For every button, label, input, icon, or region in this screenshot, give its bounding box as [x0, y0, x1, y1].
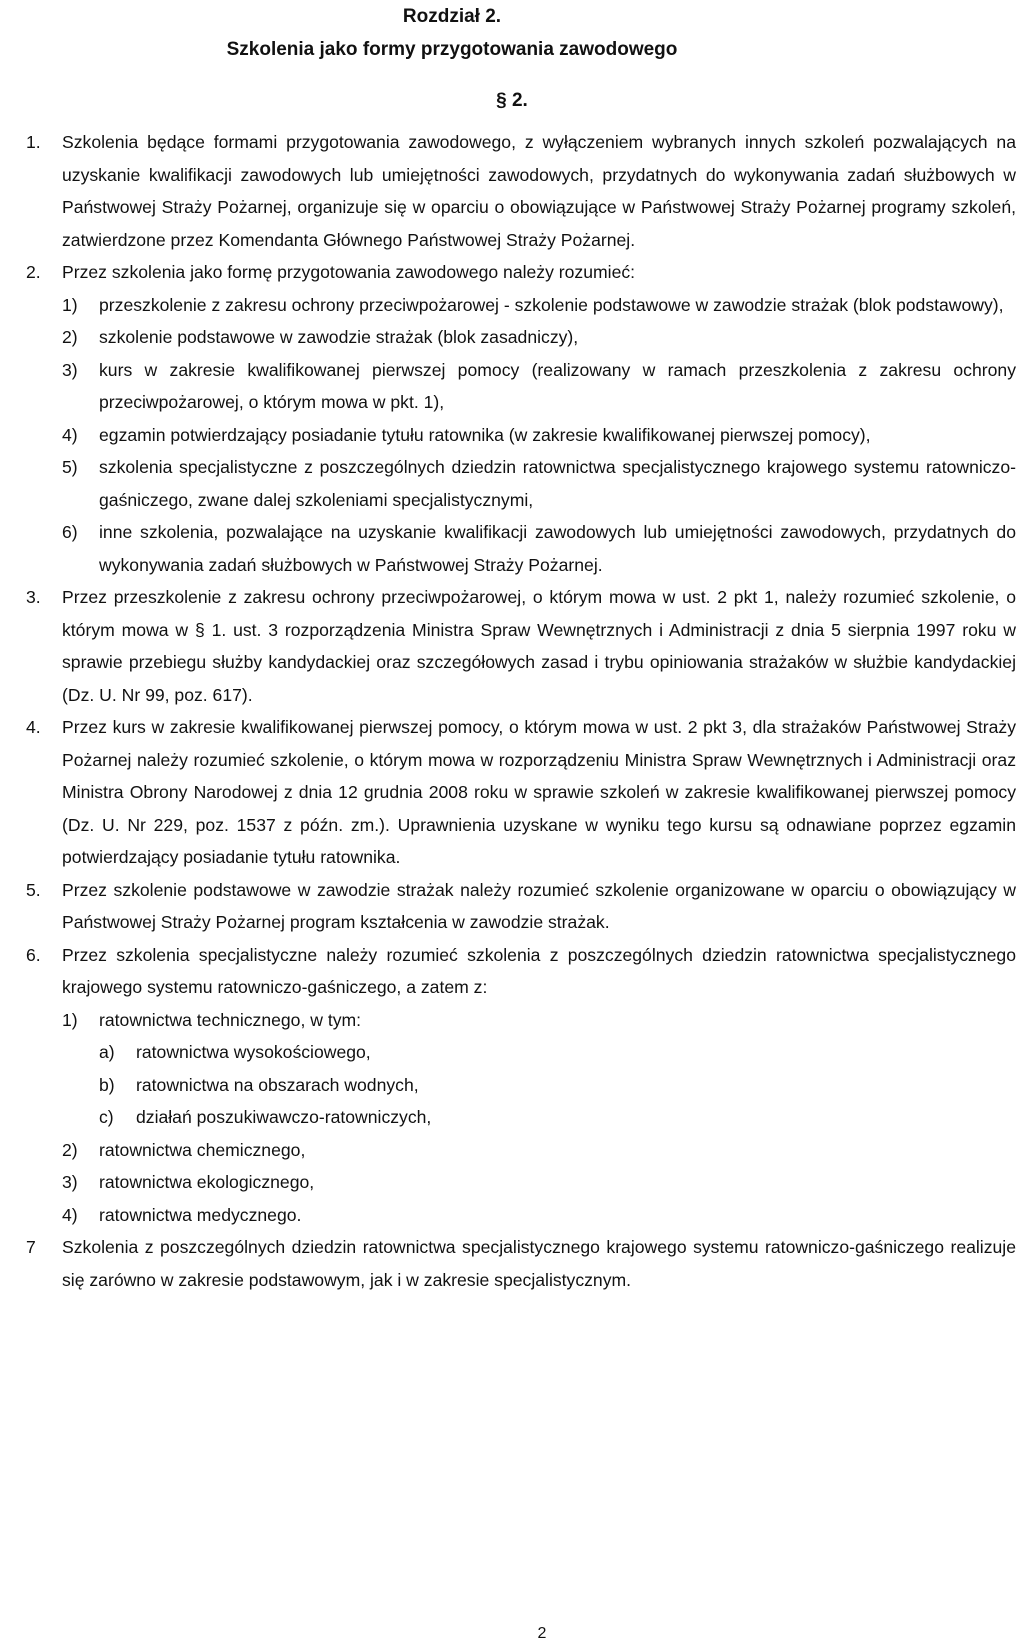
paragraph-text: Szkolenia będące formami przygotowania zawodowego, z wyłączeniem wybranych innych szkoleń pozwalających na uzyskanie kwalifikacji zawodowych lub umiejętności zawodowych, przydatnych do wykonywania zadań służbowych w Państwowej Straży Pożarnej, organizuje się w oparciu o obowiązujące w Państwowej Straży Pożarnej programy szkoleń, zatwierdzone przez Komendanta Głównego Państwowej Straży Pożarnej.	[62, 132, 1016, 250]
paragraph-5	[26, 874, 1016, 939]
chapter-title: Szkolenia jako formy przygotowania zawodowego	[226, 39, 678, 60]
list-item	[62, 516, 1016, 581]
sublist-item	[99, 1036, 1016, 1069]
list-item-text: przeszkolenie z zakresu ochrony przeciwpożarowej - szkolenie podstawowe w zawodzie strażak (blok podstawowy),	[99, 294, 1004, 315]
chapter-heading: Rozdział 2.	[402, 6, 502, 27]
list-item	[62, 419, 1016, 452]
paragraph-number: 1.	[26, 132, 41, 152]
document-body	[26, 126, 1016, 1296]
list-item-number: 3)	[62, 359, 78, 380]
paragraph-text: Przez szkolenia specjalistyczne należy rozumieć szkolenia z poszczególnych dziedzin ratownictwa specjalistycznego krajowego systemu ratowniczo-gaśniczego, a zatem z:	[62, 944, 1016, 997]
paragraph-number: 4.	[26, 717, 41, 737]
sublist-item	[99, 1101, 1016, 1134]
paragraph-text: Przez szkolenia jako formę przygotowania zawodowego należy rozumieć:	[62, 262, 636, 282]
paragraph-6	[26, 939, 1016, 1004]
section-number: § 2.	[496, 90, 528, 111]
sublist-item-letter: a)	[99, 1042, 115, 1062]
list-item-number: 5)	[62, 457, 78, 477]
paragraph-number: 3.	[26, 587, 41, 607]
list-item-text: kurs w zakresie kwalifikowanej pierwszej pomocy (realizowany w ramach przeszkolenia z zakresu ochrony przeciwpożarowej, o którym mowa w pkt. 1),	[99, 359, 1016, 412]
list-item-number: 1)	[62, 1009, 78, 1030]
list-item	[62, 451, 1016, 516]
sublist-item-text: ratownictwa wysokościowego,	[136, 1042, 371, 1062]
list-item-number: 2)	[62, 1139, 78, 1160]
list-item-number: 4)	[62, 424, 78, 445]
paragraph-number: 5.	[26, 879, 41, 900]
list-item-text: szkolenie podstawowe w zawodzie strażak (blok zasadniczy),	[99, 327, 579, 347]
paragraph-number: 7	[26, 1237, 36, 1257]
list-item-text: egzamin potwierdzający posiadanie tytułu ratownika (w zakresie kwalifikowanej pierwszej pomocy),	[99, 424, 871, 445]
sublist-item-letter: b)	[99, 1074, 115, 1095]
list-item-text: ratownictwa chemicznego,	[99, 1139, 306, 1160]
list-item	[62, 1134, 1016, 1167]
paragraph-3	[26, 581, 1016, 711]
paragraph-6-list	[26, 1004, 1016, 1037]
sublist-item-text: ratownictwa na obszarach wodnych,	[136, 1074, 419, 1095]
sublist-item-letter: c)	[99, 1107, 114, 1127]
paragraph-text: Przez kurs w zakresie kwalifikowanej pierwszej pomocy, o którym mowa w ust. 2 pkt 3, dla strażaków Państwowej Straży Pożarnej należy rozumieć szkolenie, o którym mowa w rozporządzeniu Ministra Spraw Wewnętrznych i Administracji oraz Ministra Obrony Narodowej z dnia 12 grudnia 2008 roku w sprawie szkoleń w zakresie kwalifikowanej pierwszej pomocy (Dz. U. Nr 229, poz. 1537 z późn. zm.). Uprawnienia uzyskane w wyniku tego kursu są odnawiane poprzez egzamin potwierdzający posiadanie tytułu ratownika.	[62, 717, 1016, 867]
list-item	[62, 289, 1016, 322]
paragraph-7	[26, 1231, 1016, 1296]
list-item-number: 3)	[62, 1172, 78, 1192]
list-item-text: inne szkolenia, pozwalające na uzyskanie kwalifikacji zawodowych lub umiejętności zawodowych, przydatnych do wykonywania zadań służbowych w Państwowej Straży Pożarnej.	[99, 522, 1016, 575]
paragraph-text: Przez szkolenie podstawowe w zawodzie strażak należy rozumieć szkolenie organizowane w oparciu o obowiązujący w Państwowej Straży Pożarnej program kształcenia w zawodzie strażak.	[62, 879, 1016, 932]
paragraph-text: Szkolenia z poszczególnych dziedzin ratownictwa specjalistycznego krajowego systemu ratowniczo-gaśniczego realizuje się zarówno w zakresie podstawowym, jak i w zakresie specjalistycznym.	[62, 1237, 1016, 1290]
paragraph-6-sublist	[26, 1036, 1016, 1134]
sublist-item	[99, 1069, 1016, 1102]
list-item	[62, 354, 1016, 419]
paragraph-text: Przez przeszkolenie z zakresu ochrony przeciwpożarowej, o którym mowa w ust. 2 pkt 1, należy rozumieć szkolenie, o którym mowa w § 1. ust. 3 rozporządzenia Ministra Spraw Wewnętrznych i Administracji z dnia 5 sierpnia 1997 roku w sprawie przebiegu służby kandydackiej oraz szczegółowych zasad i trybu opiniowania strażaków w służbie kandydackiej (Dz. U. Nr 99, poz. 617).	[62, 587, 1016, 705]
list-item	[62, 1199, 1016, 1232]
list-item	[62, 321, 1016, 354]
page-number: 2	[537, 1625, 547, 1642]
list-item-number: 4)	[62, 1204, 78, 1225]
paragraph-2-list	[26, 289, 1016, 582]
paragraph-4	[26, 711, 1016, 874]
list-item-number: 1)	[62, 294, 78, 315]
paragraph-1	[26, 126, 1016, 256]
list-item-text: szkolenia specjalistyczne z poszczególnych dziedzin ratownictwa specjalistycznego krajowego systemu ratowniczo-gaśniczego, zwane dalej szkoleniami specjalistycznymi,	[99, 457, 1016, 510]
paragraph-6-list-continued	[26, 1134, 1016, 1232]
list-item	[62, 1166, 1016, 1199]
list-item-text: ratownictwa medycznego.	[99, 1204, 302, 1225]
paragraph-2	[26, 256, 1016, 289]
list-item-text: ratownictwa technicznego, w tym:	[99, 1009, 362, 1030]
list-item	[62, 1004, 1016, 1037]
paragraph-number: 2.	[26, 262, 41, 282]
sublist-item-text: działań poszukiwawczo-ratowniczych,	[136, 1107, 432, 1127]
list-item-number: 6)	[62, 522, 78, 542]
list-item-text: ratownictwa ekologicznego,	[99, 1172, 315, 1192]
list-item-number: 2)	[62, 327, 78, 347]
paragraph-number: 6.	[26, 944, 41, 965]
